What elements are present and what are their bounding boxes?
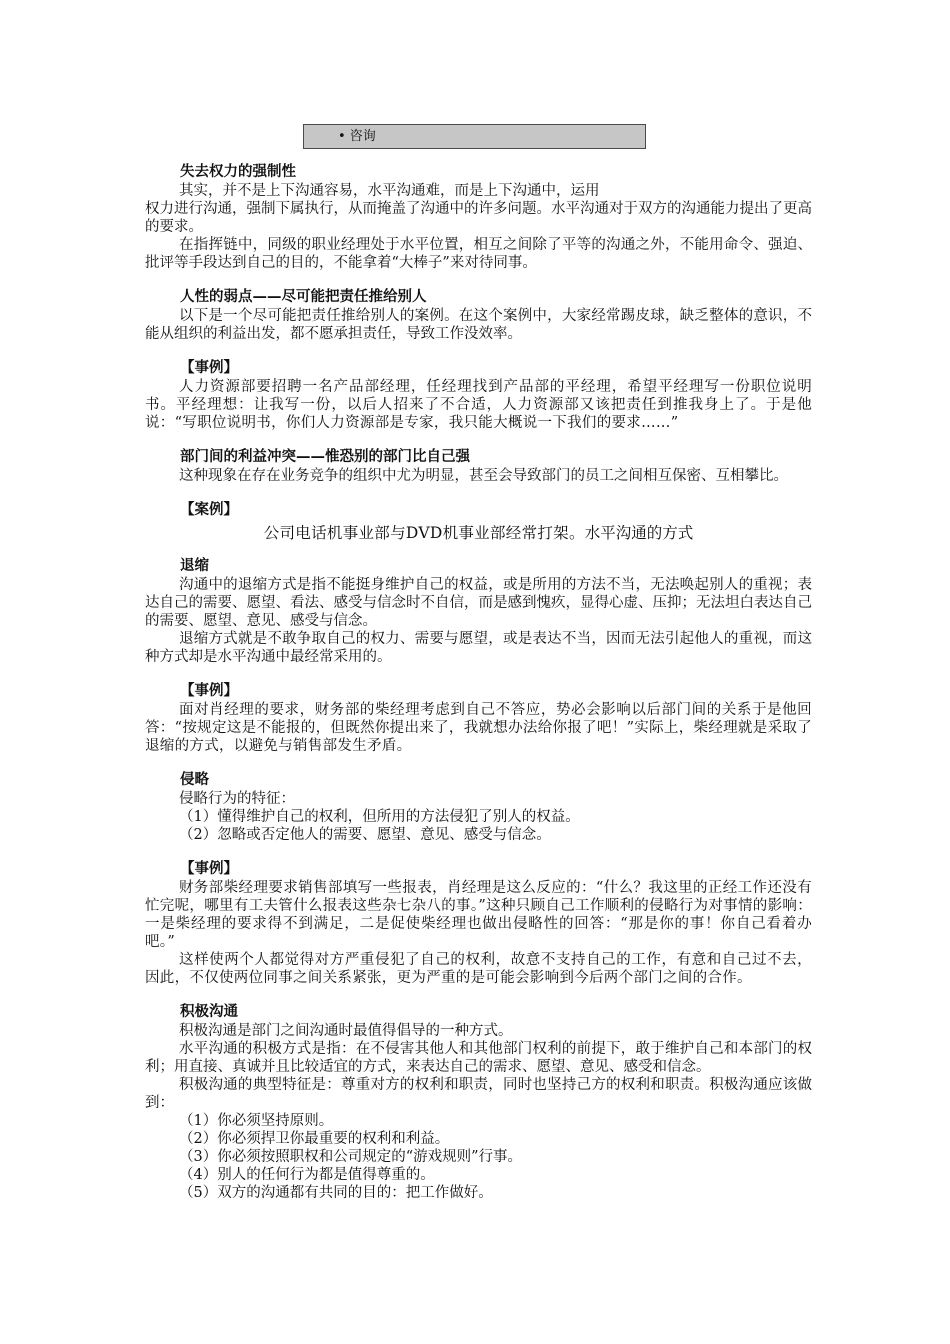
list-item: （4）别人的任何行为都是值得尊重的。 [179, 1167, 435, 1183]
section-tag-box [303, 124, 646, 149]
example-text: 面对肖经理的要求，财务部的柴经理考虑到自己不答应，势必会影响以后部门间的关系于是他回答：“按规定这是不能报的，但既然你提出来了，我就想办法给你报了吧！”实际上，柴经理就是采取了退缩的方式，以避免与销售部发生矛盾。 [145, 702, 812, 754]
list-item: （5）双方的沟通都有共同的目的：把工作做好。 [179, 1185, 493, 1201]
heading-loss-of-power: 失去权力的强制性 [180, 164, 296, 180]
heading-human-weakness: 人性的弱点——尽可能把责任推给别人 [180, 289, 427, 305]
paragraph: 沟通中的退缩方式是指不能挺身维护自己的权益，或是所用的方法不当，无法唤起别人的重视；表达自己的需要、愿望、看法、感受与信念时不自信，而是感到愧疚，显得心虚、压抑；无法坦白表达自己的需要、愿望、意见、感受与信念。 [145, 577, 812, 629]
list-item: （1）你必须坚持原则。 [179, 1113, 334, 1129]
paragraph: 其实，并不是上下沟通容易，水平沟通难，而是上下沟通中，运用 [179, 183, 600, 199]
paragraph: 权力进行沟通，强制下属执行，从而掩盖了沟通中的许多问题。水平沟通对于双方的沟通能力提出了更高的要求。 [145, 201, 812, 235]
list-item: （2）忽略或否定他人的需要、愿望、意见、感受与信念。 [179, 827, 551, 843]
heading-aggression: 侵略 [180, 772, 209, 788]
list-item: （3）你必须按照职权和公司规定的“游戏规则”行事。 [179, 1149, 523, 1165]
paragraph: 退缩方式就是不敢争取自己的权力、需要与愿望，或是表达不当，因而无法引起他人的重视，而这种方式却是水平沟通中最经常采用的。 [145, 631, 812, 665]
heading-horizontal-methods: 水平沟通的方式 [584, 524, 694, 542]
example-label: 【事例】 [180, 683, 238, 699]
list-item: （2）你必须捍卫你最重要的权利和利益。 [179, 1131, 450, 1147]
section-tag-label: • 咨询 [338, 129, 376, 144]
paragraph: 以下是一个尽可能把责任推给别人的案例。在这个案例中，大家经常踢皮球，缺乏整体的意识，不能从组织的利益出发，都不愿承担责任，导致工作没效率。 [145, 308, 812, 342]
paragraph: 这种现象在存在业务竞争的组织中尤为明显，甚至会导致部门的员工之间相互保密、互相攀比。 [179, 468, 788, 484]
case-text: 公司电话机事业部与DVD机事业部经常打架。 [263, 524, 585, 542]
paragraph: 积极沟通是部门之间沟通时最值得倡导的一种方式。 [179, 1023, 513, 1039]
heading-positive-communication: 积极沟通 [180, 1004, 238, 1020]
example-text: 这样使两个人都觉得对方严重侵犯了自己的权利，故意不支持自己的工作，有意和自己过不去，因此，不仅使两位同事之间关系紧张，更为严重的是可能会影响到今后两个部门之间的合作。 [145, 952, 812, 986]
document-body [145, 163, 812, 1202]
example-label: 【事例】 [180, 360, 238, 376]
case-line [145, 523, 812, 544]
heading-withdrawal: 退缩 [180, 558, 209, 574]
example-label: 【事例】 [180, 861, 238, 877]
case-label: 【案例】 [180, 502, 238, 518]
paragraph: 在指挥链中，同级的职业经理处于水平位置，相互之间除了平等的沟通之外，不能用命令、强迫、批评等手段达到自己的目的，不能拿着“大棒子”来对待同事。 [145, 237, 812, 271]
list-item: （1）懂得维护自己的权利，但所用的方法侵犯了别人的权益。 [179, 809, 580, 825]
paragraph: 积极沟通的典型特征是：尊重对方的权利和职责，同时也坚持己方的权利和职责。积极沟通应该做到： [145, 1077, 812, 1111]
example-text: 财务部柴经理要求销售部填写一些报表，肖经理是这么反应的：“什么？我这里的正经工作还没有忙完呢，哪里有工夫管什么报表这些杂七杂八的事。”这种只顾自己工作顺利的侵略行为对事情的影响：一是柴经理的要求得不到满足，二是促使柴经理也做出侵略性的回答：“那是你的事！你自己看着办吧。” [145, 880, 812, 950]
paragraph: 水平沟通的积极方式是指：在不侵害其他人和其他部门权利的前提下，敢于维护自己和本部门的权利；用直接、真诚并且比较适宜的方式，来表达自己的需求、愿望、意见、感受和信念。 [145, 1041, 812, 1075]
example-text: 人力资源部要招聘一名产品部经理，任经理找到产品部的平经理，希望平经理写一份职位说明书。平经理想：让我写一份，以后人招来了不合适，人力资源部又该把责任到推我身上了。于是他说：“写职位说明书，你们人力资源部是专家，我只能大概说一下我们的要求……” [145, 379, 812, 431]
heading-department-conflict: 部门间的利益冲突——惟恐别的部门比自己强 [180, 449, 470, 465]
paragraph: 侵略行为的特征： [179, 791, 295, 807]
